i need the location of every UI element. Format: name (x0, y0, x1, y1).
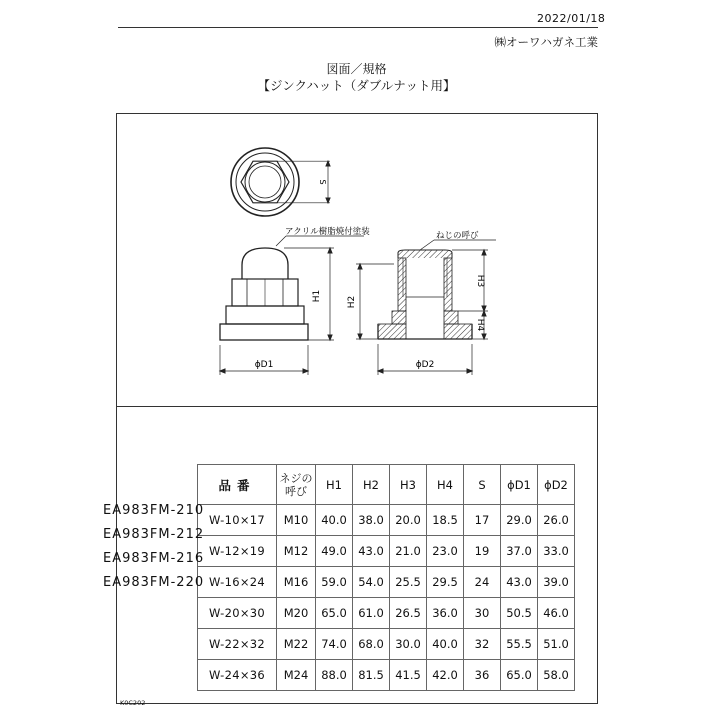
col-header-s: S (464, 465, 501, 505)
product-code: EA983FM-216 (103, 551, 205, 566)
col-header-neji-line1: ネジの (279, 471, 313, 485)
cell-neji: M16 (277, 567, 316, 598)
cell-d2: 51.0 (538, 629, 575, 660)
cell-d1: 50.5 (501, 598, 538, 629)
section-view-drawing (356, 240, 496, 375)
cell-s: 24 (464, 567, 501, 598)
cell-neji: M20 (277, 598, 316, 629)
cell-d2: 58.0 (538, 660, 575, 691)
technical-drawing (116, 113, 598, 405)
dim-label-s: S (318, 179, 327, 185)
spec-table-header-row (198, 465, 575, 505)
cell-h3: 25.5 (390, 567, 427, 598)
dim-label-h2: H2 (347, 295, 357, 309)
cell-d1: 65.0 (501, 660, 538, 691)
top-view-drawing (231, 148, 330, 216)
cell-d2: 33.0 (538, 536, 575, 567)
col-header-neji (277, 465, 316, 505)
cell-h4: 36.0 (427, 598, 464, 629)
cell-h3: 20.0 (390, 505, 427, 536)
cell-h1: 49.0 (316, 536, 353, 567)
cell-s: 19 (464, 536, 501, 567)
cell-h2: 61.0 (353, 598, 390, 629)
cell-h2: 81.5 (353, 660, 390, 691)
cell-hinban: W-16×24 (198, 567, 277, 598)
col-header-d2: ϕD2 (538, 465, 575, 505)
table-row (198, 567, 575, 598)
cell-h4: 23.0 (427, 536, 464, 567)
product-code: EA983FM-210 (103, 503, 205, 518)
frame-divider (116, 406, 598, 407)
cell-d2: 46.0 (538, 598, 575, 629)
col-header-h1: H1 (316, 465, 353, 505)
table-row (198, 629, 575, 660)
col-header-d1: ϕD1 (501, 465, 538, 505)
col-header-h2: H2 (353, 465, 390, 505)
col-header-h4: H4 (427, 465, 464, 505)
cell-h2: 43.0 (353, 536, 390, 567)
cell-h3: 26.5 (390, 598, 427, 629)
cell-h3: 21.0 (390, 536, 427, 567)
side-view-drawing (220, 236, 364, 375)
table-row (198, 505, 575, 536)
cell-h1: 65.0 (316, 598, 353, 629)
document-subtitle: 【ジンクハット（ダブルナット用】 (257, 78, 456, 93)
cell-d1: 29.0 (501, 505, 538, 536)
cell-hinban: W-22×32 (198, 629, 277, 660)
dim-label-d1: ϕD1 (254, 360, 274, 370)
table-row (198, 536, 575, 567)
cell-h2: 38.0 (353, 505, 390, 536)
document-date: 2022/01/18 (537, 12, 606, 25)
col-header-h3: H3 (390, 465, 427, 505)
footer-code: K0C202 (120, 699, 146, 707)
cell-h4: 18.5 (427, 505, 464, 536)
dim-label-h3: H3 (475, 274, 485, 288)
col-header-hinban: 品番 (198, 465, 277, 505)
product-code: EA983FM-220 (103, 575, 205, 590)
product-code: EA983FM-212 (103, 527, 205, 542)
cell-hinban: W-10×17 (198, 505, 277, 536)
table-row (198, 660, 575, 691)
cell-h1: 88.0 (316, 660, 353, 691)
cell-neji: M22 (277, 629, 316, 660)
cell-d1: 55.5 (501, 629, 538, 660)
col-header-neji-line2: 呼び (285, 484, 307, 498)
cell-d2: 39.0 (538, 567, 575, 598)
cell-hinban: W-12×19 (198, 536, 277, 567)
cell-d1: 43.0 (501, 567, 538, 598)
cell-h3: 30.0 (390, 629, 427, 660)
spec-table (197, 464, 575, 691)
cell-h1: 74.0 (316, 629, 353, 660)
cell-h1: 40.0 (316, 505, 353, 536)
table-row (198, 598, 575, 629)
thread-label: ねじの呼び (436, 231, 479, 241)
header-rule (118, 27, 598, 28)
company-name: ㈱オーワハガネ工業 (494, 35, 598, 49)
dim-label-d2: ϕD2 (415, 360, 435, 370)
cell-h2: 68.0 (353, 629, 390, 660)
cell-s: 36 (464, 660, 501, 691)
cell-s: 17 (464, 505, 501, 536)
cell-h4: 42.0 (427, 660, 464, 691)
cell-h4: 29.5 (427, 567, 464, 598)
cell-d1: 37.0 (501, 536, 538, 567)
cell-neji: M12 (277, 536, 316, 567)
cell-h3: 41.5 (390, 660, 427, 691)
cell-s: 32 (464, 629, 501, 660)
cell-s: 30 (464, 598, 501, 629)
cell-hinban: W-20×30 (198, 598, 277, 629)
cell-d2: 26.0 (538, 505, 575, 536)
coating-label: アクリル樹脂焼付塗装 (285, 227, 370, 237)
cell-h4: 40.0 (427, 629, 464, 660)
cell-h2: 54.0 (353, 567, 390, 598)
cell-h1: 59.0 (316, 567, 353, 598)
cell-neji: M24 (277, 660, 316, 691)
cell-neji: M10 (277, 505, 316, 536)
cell-hinban: W-24×36 (198, 660, 277, 691)
dim-label-h1: H1 (312, 289, 322, 303)
document-title: 図面／規格 (326, 62, 387, 76)
dim-label-h4: H4 (475, 318, 485, 332)
